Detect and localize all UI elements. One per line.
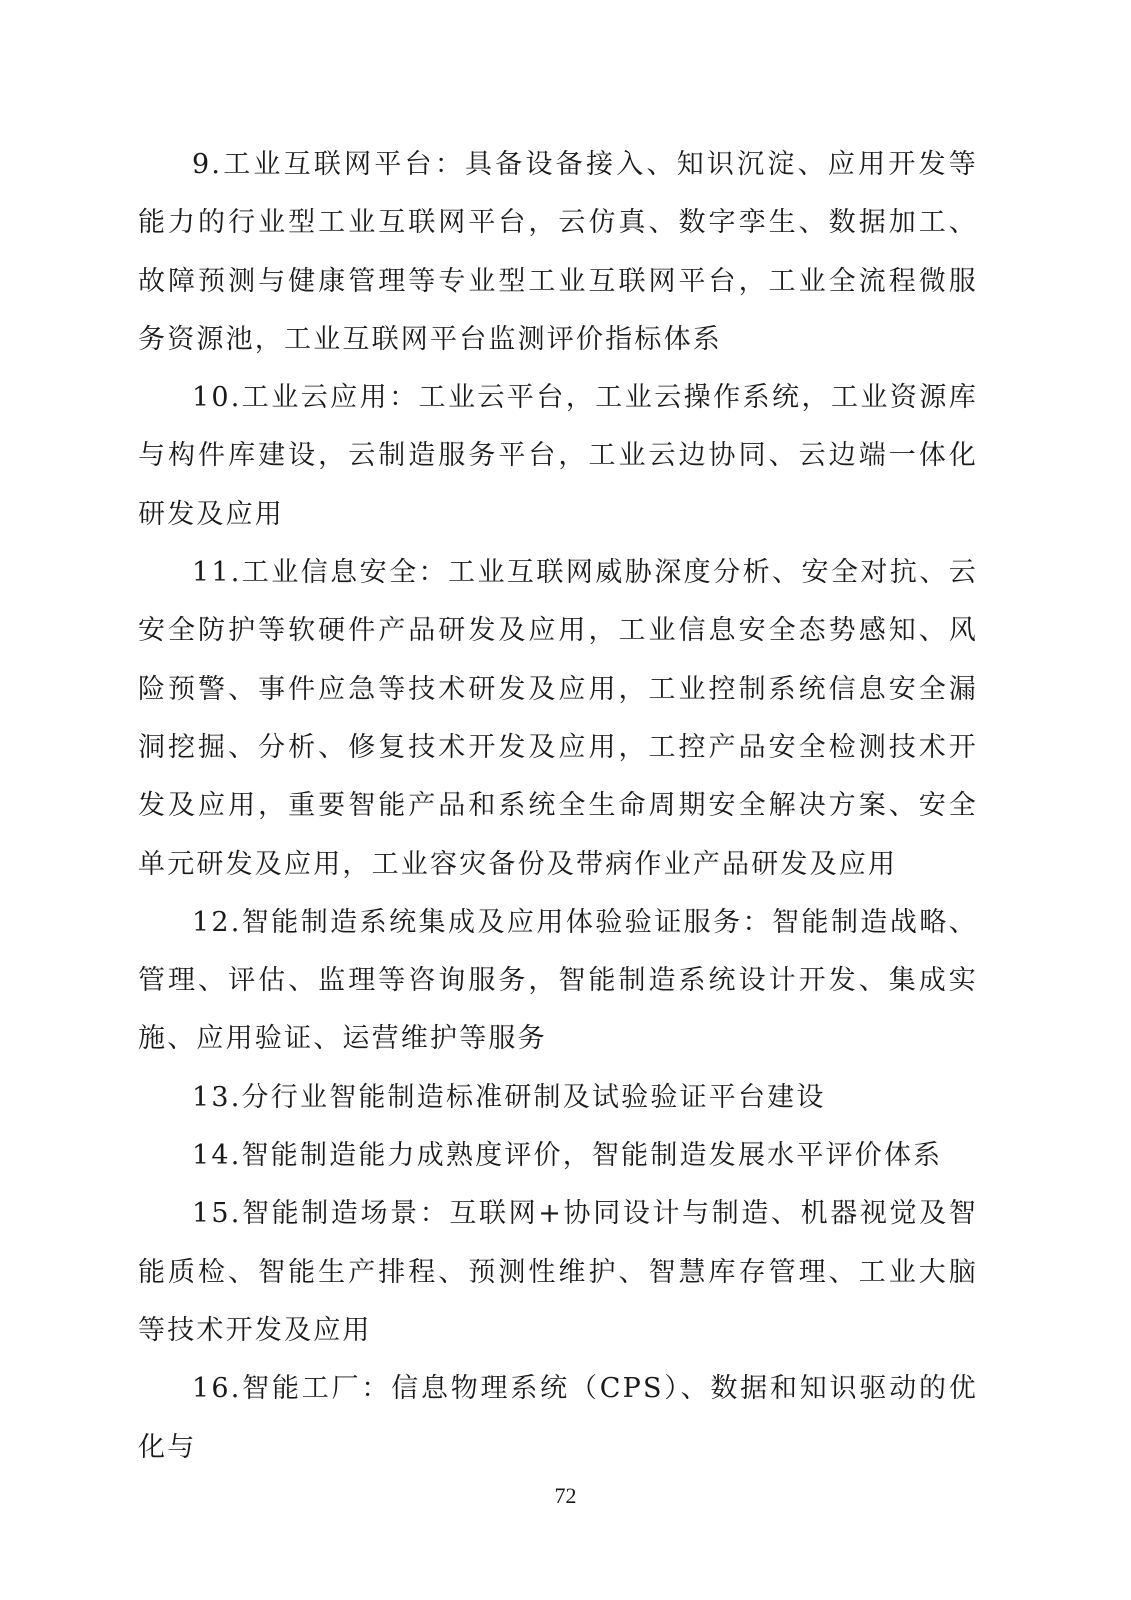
paragraph-item-12: 12.智能制造系统集成及应用体验验证服务：智能制造战略、管理、评估、监理等咨询服务，智能制造系统设计开发、集成实施、应用验证、运营维护等服务	[138, 906, 978, 1055]
paragraph-item-13: 13.分行业智能制造标准研制及试验验证平台建设	[192, 1081, 826, 1113]
paragraph-item-10: 10.工业云应用：工业云平台，工业云操作系统，工业资源库与构件库建设，云制造服务平台，工业云边协同、云边端一体化研发及应用	[138, 382, 978, 530]
paragraph-item-9: 9.工业互联网平台：具备设备接入、知识沉淀、应用开发等能力的行业型工业互联网平台，云仿真、数字孪生、数据加工、故障预测与健康管理等专业型工业互联网平台，工业全流程微服务资源池，工业互联网平台监测评价指标体系	[138, 149, 978, 355]
paragraph-item-16: 16.智能工厂：信息物理系统（CPS）、数据和知识驱动的优化与	[138, 1373, 978, 1463]
paragraph-item-14: 14.智能制造能力成熟度评价，智能制造发展水平评价体系	[192, 1140, 943, 1172]
body-text	[138, 136, 978, 1477]
page-number: 72	[554, 1483, 577, 1508]
paragraph-item-15: 15.智能制造场景：互联网+协同设计与制造、机器视觉及智能质检、智能生产排程、预测性维护、智慧库存管理、工业大脑等技术开发及应用	[138, 1198, 978, 1346]
paragraph-item-11: 11.工业信息安全：工业互联网威胁深度分析、安全对抗、云安全防护等软硬件产品研发及应用，工业信息安全态势感知、风险预警、事件应急等技术研发及应用，工业控制系统信息安全漏洞挖掘、分析、修复技术开发及应用，工控产品安全检测技术开发及应用，重要智能产品和系统全生命周期安全解决方案、安全单元研发及应用，工业容灾备份及带病作业产品研发及应用	[138, 557, 978, 880]
